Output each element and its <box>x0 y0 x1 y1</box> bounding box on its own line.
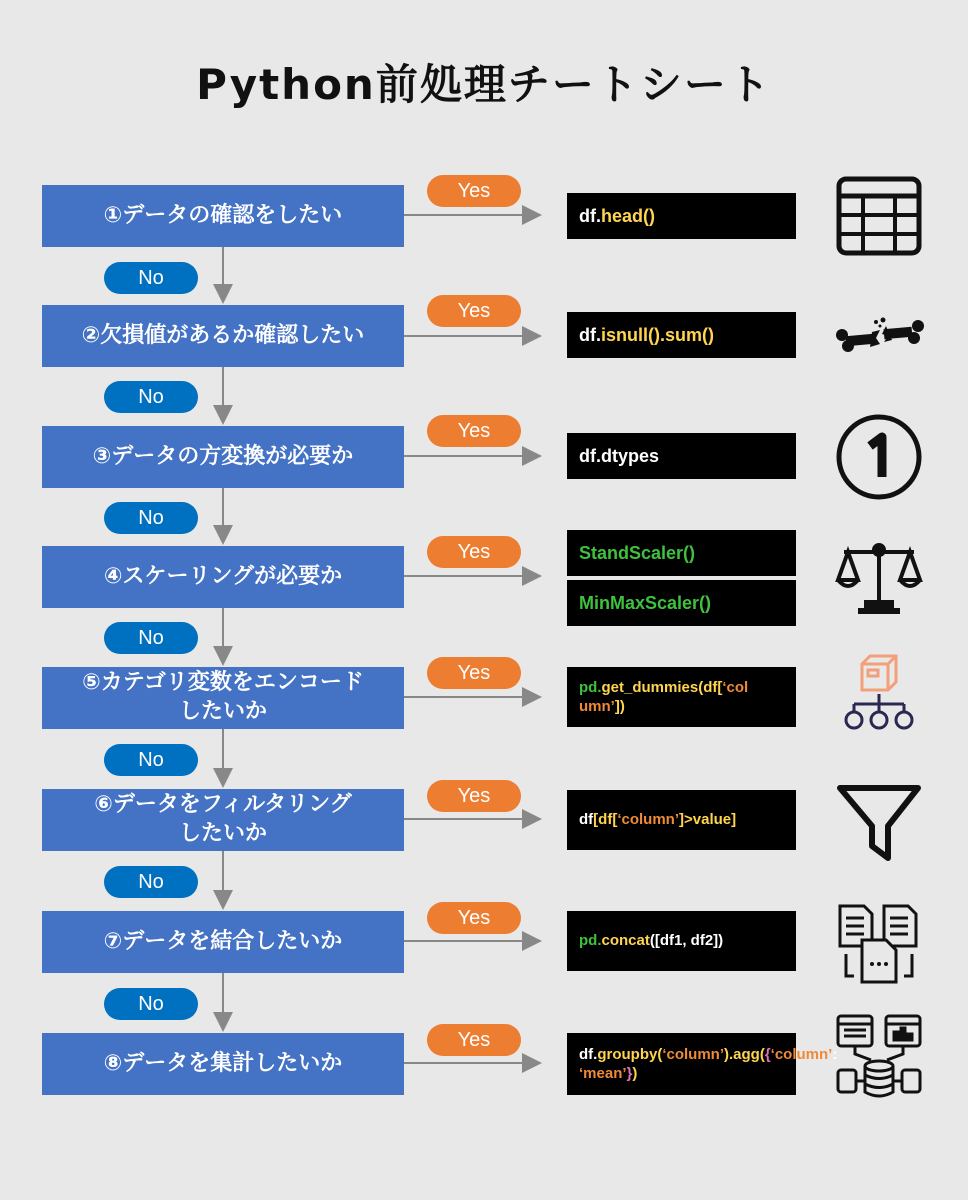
yes-pill: Yes <box>427 1024 521 1056</box>
step-5-box: ⑤カテゴリ変数をエンコード したいか <box>42 667 404 729</box>
no-pill: No <box>104 622 198 654</box>
yes-pill: Yes <box>427 536 521 568</box>
code-box-get-dummies: pd.get_dummies(df[‘col umn’]) <box>567 667 796 727</box>
step-1-box: ①データの確認をしたい <box>42 185 404 247</box>
no-pill: No <box>104 866 198 898</box>
step-7-box: ⑦データを結合したいか <box>42 911 404 973</box>
no-pill: No <box>104 988 198 1020</box>
hierarchy-box-icon <box>834 650 924 740</box>
code-box-standscaler: StandScaler() <box>567 530 796 576</box>
code-box-isnull: df. isnull().sum() <box>567 312 796 358</box>
yes-pill: Yes <box>427 780 521 812</box>
code-box-dtypes: df.dtypes <box>567 433 796 479</box>
no-pill: No <box>104 381 198 413</box>
code-box-minmaxscaler: MinMaxScaler() <box>567 580 796 626</box>
step-2-box: ②欠損値があるか確認したい <box>42 305 404 367</box>
table-icon <box>834 172 924 262</box>
no-pill: No <box>104 744 198 776</box>
yes-pill: Yes <box>427 902 521 934</box>
balance-scale-icon <box>834 532 924 622</box>
merge-documents-icon <box>834 898 924 988</box>
database-aggregate-icon <box>834 1012 924 1102</box>
step-8-box: ⑧データを集計したいか <box>42 1033 404 1095</box>
step-4-box: ④スケーリングが必要か <box>42 546 404 608</box>
code-box-head: df. head() <box>567 193 796 239</box>
broken-bone-icon <box>834 292 924 382</box>
yes-pill: Yes <box>427 175 521 207</box>
step-6-box: ⑥データをフィルタリング したいか <box>42 789 404 851</box>
no-pill: No <box>104 262 198 294</box>
filter-icon <box>834 778 924 868</box>
no-pill: No <box>104 502 198 534</box>
step-3-box: ③データの方変換が必要か <box>42 426 404 488</box>
page-title: Python前処理チートシート <box>196 60 772 109</box>
code-box-concat: pd.concat([df1, df2]) <box>567 911 796 971</box>
code-box-filter: df[df[‘column’]>value] <box>567 790 796 850</box>
number-one-icon <box>834 412 924 502</box>
yes-pill: Yes <box>427 295 521 327</box>
yes-pill: Yes <box>427 657 521 689</box>
code-box-groupby: df.groupby(‘column’).agg({‘column’: ‘mean’}) <box>567 1033 796 1095</box>
yes-pill: Yes <box>427 415 521 447</box>
